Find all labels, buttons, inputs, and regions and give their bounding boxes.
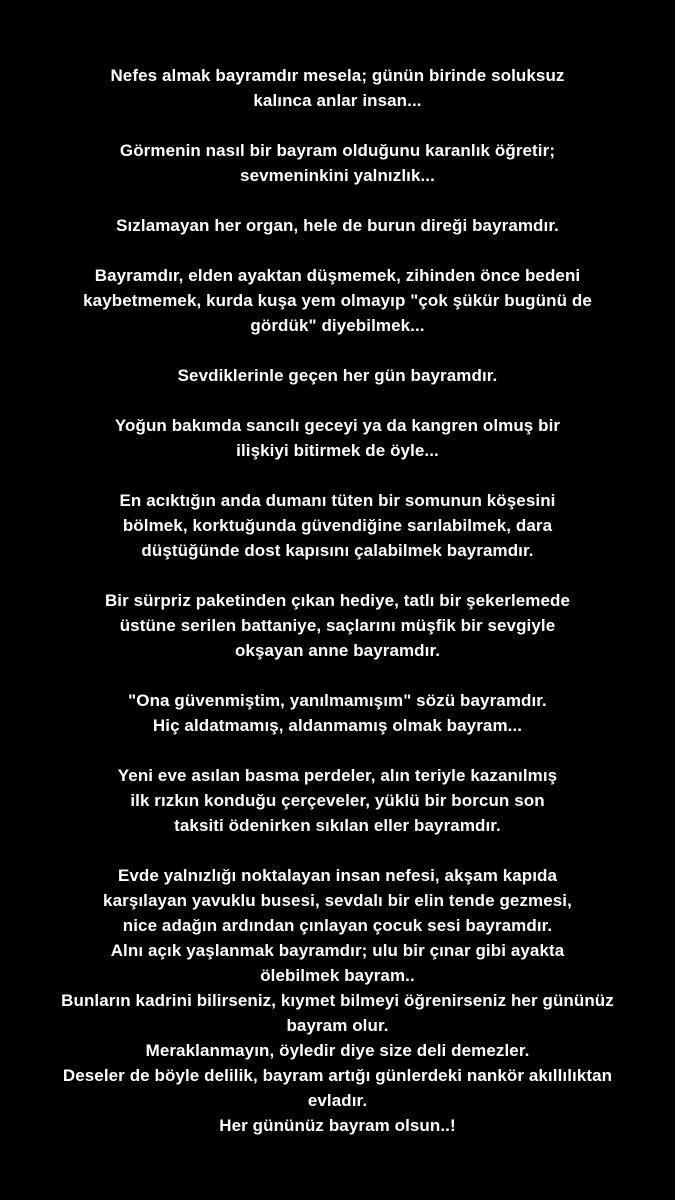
- text-line: sevmeninkini yalnızlık...: [240, 166, 435, 185]
- text-line: Evde yalnızlığı noktalayan insan nefesi, akşam kapıda: [117, 866, 558, 885]
- text-line: Bunların kadrini bilirseniz, kıymet bilmeyi öğrenirseniz her gününüz: [61, 991, 614, 1010]
- paragraph-4: [0, 263, 675, 338]
- text-line: kaybetmemek, kurda kuşa yem olmayıp "çok şükür bugünü de: [83, 291, 592, 310]
- text-line: En acıktığın anda dumanı tüten bir somunun köşesini: [119, 491, 556, 510]
- text-line: düştüğünde dost kapısını çalabilmek bayramdır.: [141, 541, 534, 560]
- paragraph-2: [0, 138, 675, 188]
- paragraph-11: [0, 863, 675, 1138]
- text-line: Deseler de böyle delilik, bayram artığı günlerdeki nankör akıllılıktan: [62, 1066, 613, 1085]
- text-line: gördük" diyebilmek...: [250, 316, 425, 335]
- text-line: Bayramdır, elden ayaktan düşmemek, zihinden önce bedeni: [94, 266, 581, 285]
- paragraph-3: [0, 213, 675, 238]
- text-line: kalınca anlar insan...: [253, 91, 422, 110]
- text-line: okşayan anne bayramdır.: [234, 641, 441, 660]
- text-line: Her gününüz bayram olsun..!: [219, 1116, 456, 1135]
- text-line: bayram olur.: [286, 1016, 389, 1035]
- text-line: Görmenin nasıl bir bayram olduğunu karanlık öğretir;: [119, 141, 556, 160]
- text-line: taksiti ödenirken sıkılan eller bayramdır.: [174, 816, 501, 835]
- text-line: "Ona güvenmiştim, yanılmamışım" sözü bayramdır.: [128, 691, 547, 710]
- text-line: karşılayan yavuklu busesi, sevdalı bir elin tende gezmesi,: [103, 891, 572, 910]
- text-line: üstüne serilen battaniye, saçlarını müşfik bir sevgiyle: [119, 616, 556, 635]
- text-line: nice adağın ardından çınlayan çocuk sesi bayramdır.: [122, 916, 553, 935]
- paragraph-7: [0, 488, 675, 563]
- text-line: Sızlamayan her organ, hele de burun direği bayramdır.: [116, 216, 559, 235]
- paragraph-9: [0, 688, 675, 738]
- paragraph-8: [0, 588, 675, 663]
- text-line: Hiç aldatmamış, aldanmamış olmak bayram...: [152, 716, 523, 735]
- text-line: bölmek, korktuğunda güvendiğine sarılabilmek, dara: [122, 516, 553, 535]
- text-line: Alnı açık yaşlanmak bayramdır; ulu bir çınar gibi ayakta: [110, 941, 565, 960]
- text-line: Meraklanmayın, öyledir diye size deli demezler.: [145, 1041, 530, 1060]
- text-line: Sevdiklerinle geçen her gün bayramdır.: [177, 366, 498, 385]
- text-line: Yoğun bakımda sancılı geceyi ya da kangren olmuş bir: [114, 416, 561, 435]
- text-line: ilişkiyi bitirmek de öyle...: [236, 441, 439, 460]
- story-text: [0, 63, 675, 1138]
- paragraph-10: [0, 763, 675, 838]
- paragraph-1: [0, 63, 675, 113]
- text-line: Nefes almak bayramdır mesela; günün birinde soluksuz: [110, 66, 565, 85]
- text-line: ilk rızkın konduğu çerçeveler, yüklü bir borcun son: [130, 791, 545, 810]
- paragraph-6: [0, 413, 675, 463]
- text-line: ölebilmek bayram..: [260, 966, 415, 985]
- text-line: Bir sürpriz paketinden çıkan hediye, tatlı bir şekerlemede: [104, 591, 571, 610]
- text-line: evladır.: [307, 1091, 368, 1110]
- text-line: Yeni eve asılan basma perdeler, alın teriyle kazanılmış: [117, 766, 558, 785]
- paragraph-5: [0, 363, 675, 388]
